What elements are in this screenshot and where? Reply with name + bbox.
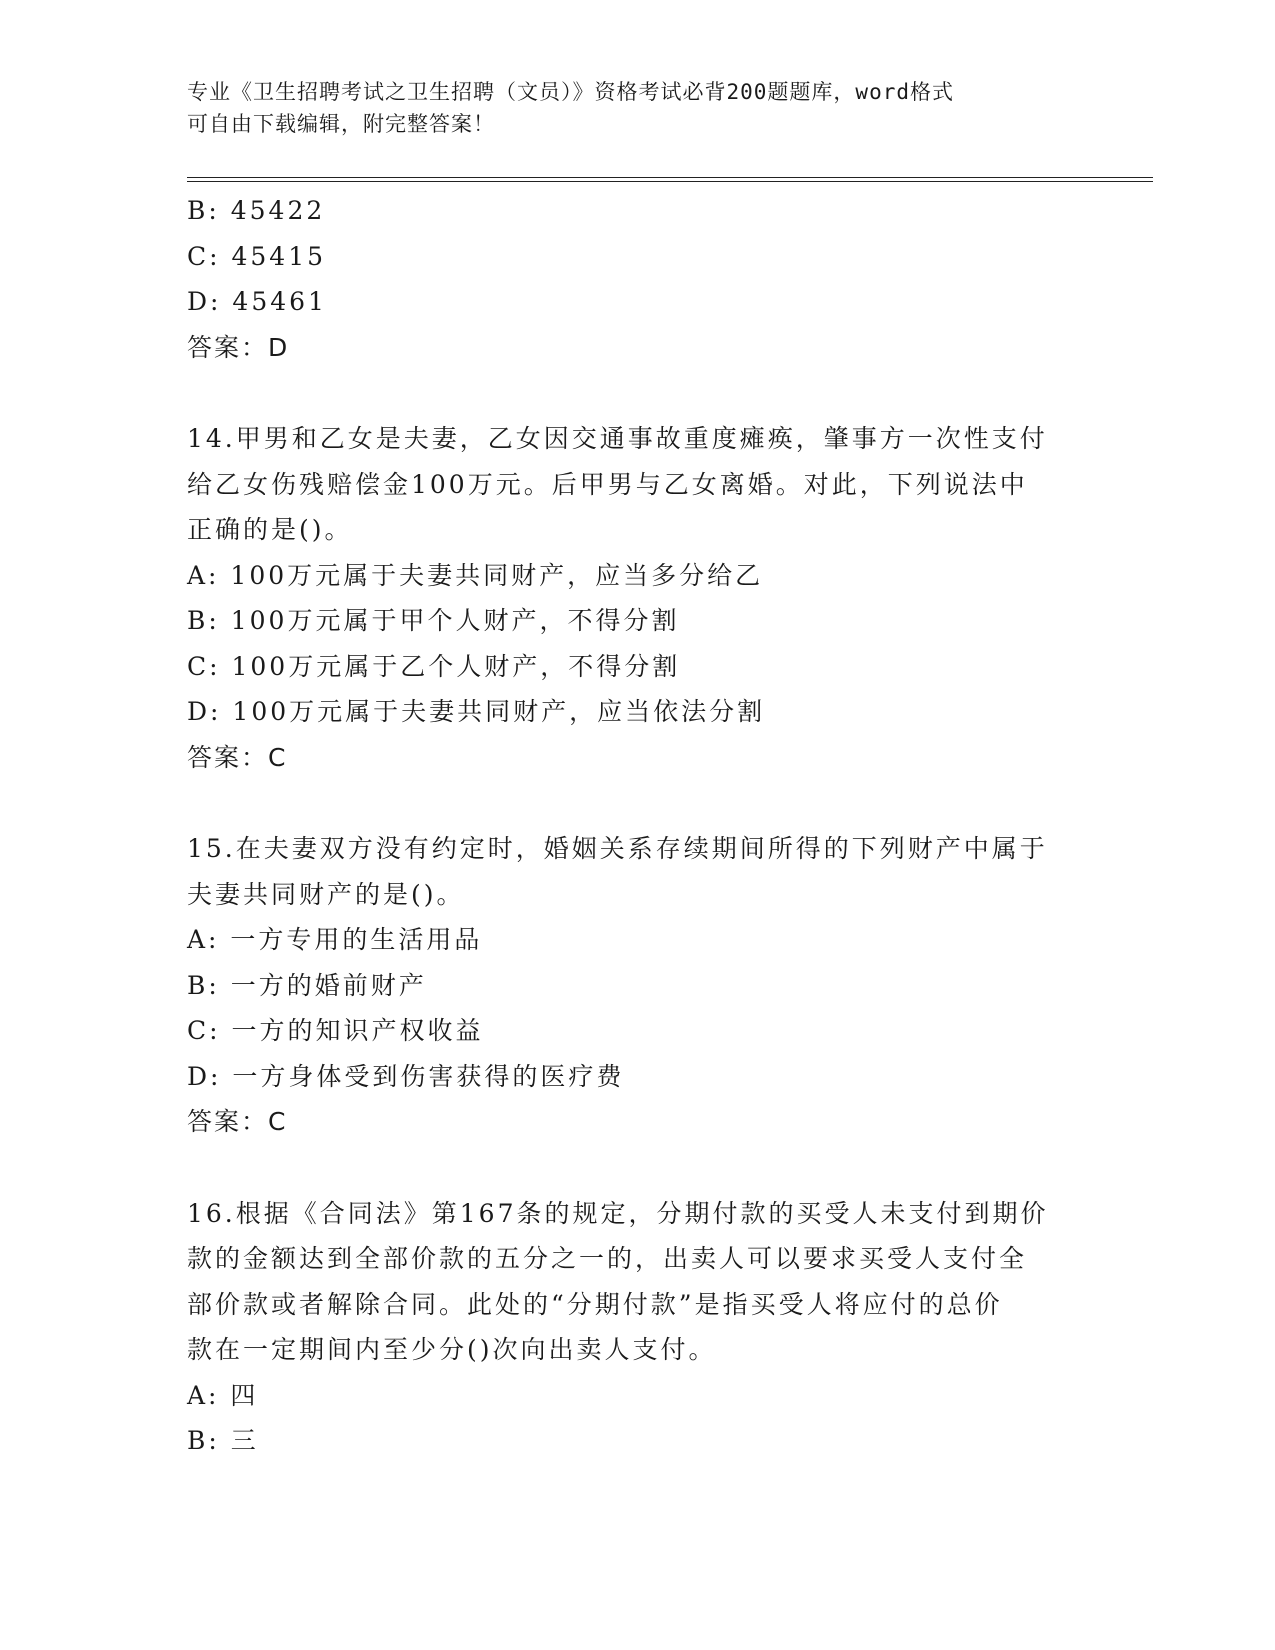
- answer-line: 答案：C: [187, 1107, 288, 1136]
- option-d: D: 一方身体受到伤害获得的医疗费: [187, 1061, 625, 1091]
- document-body: [187, 188, 1087, 1464]
- answer-line: 答案：D: [187, 332, 290, 362]
- spacer: [187, 370, 1087, 416]
- question-stem-line: 部价款或者解除合同。此处的“分期付款”是指买受人将应付的总价: [187, 1289, 1003, 1319]
- spacer: [187, 780, 1087, 826]
- option-d: D: 45461: [187, 287, 327, 316]
- option-b: B: 一方的婚前财产: [187, 970, 427, 1000]
- question-14: [187, 416, 1087, 780]
- question-16: [187, 1191, 1087, 1464]
- question-stem-line: 款的金额达到全部价款的五分之一的，出卖人可以要求买受人支付全: [187, 1244, 1028, 1273]
- header-line-1: 专业《卫生招聘考试之卫生招聘（文员）》资格考试必背200题题库，word格式: [187, 80, 954, 104]
- answer-line: 答案：C: [187, 742, 288, 772]
- header-divider: [187, 177, 1153, 182]
- question-stem-line: 给乙女伤残赔偿金100万元。后甲男与乙女离婚。对此，下列说法中: [187, 469, 1028, 499]
- option-a: A: 一方专用的生活用品: [187, 925, 483, 954]
- question-15: [187, 826, 1087, 1145]
- header-line-2: 可自由下载编辑，附完整答案！: [187, 112, 495, 136]
- option-d: D: 100万元属于夫妻共同财产，应当依法分割: [187, 697, 766, 726]
- option-c: C: 一方的知识产权收益: [187, 1016, 484, 1045]
- option-c: C: 100万元属于乙个人财产，不得分割: [187, 651, 681, 681]
- question-stem-line: 夫妻共同财产的是()。: [187, 879, 465, 909]
- question-stem-line: 16.根据《合同法》第167条的规定，分期付款的买受人未支付到期价: [187, 1198, 1049, 1228]
- option-b: B: 三: [187, 1426, 259, 1455]
- option-b: B: 45422: [187, 196, 326, 225]
- option-b: B: 100万元属于甲个人财产，不得分割: [187, 606, 680, 635]
- question-stem-line: 正确的是()。: [187, 515, 353, 544]
- question-13: [187, 188, 1087, 370]
- question-stem-line: 14.甲男和乙女是夫妻，乙女因交通事故重度瘫痪，肇事方一次性支付: [187, 424, 1048, 453]
- option-a: A: 四: [187, 1380, 259, 1410]
- question-stem-line: 款在一定期间内至少分()次向出卖人支付。: [187, 1335, 717, 1364]
- spacer: [187, 1145, 1087, 1191]
- option-a: A: 100万元属于夫妻共同财产，应当多分给乙: [187, 560, 764, 590]
- option-c: C: 45415: [187, 241, 327, 271]
- question-stem-line: 15.在夫妻双方没有约定时，婚姻关系存续期间所得的下列财产中属于: [187, 834, 1048, 863]
- document-header: [187, 76, 1067, 140]
